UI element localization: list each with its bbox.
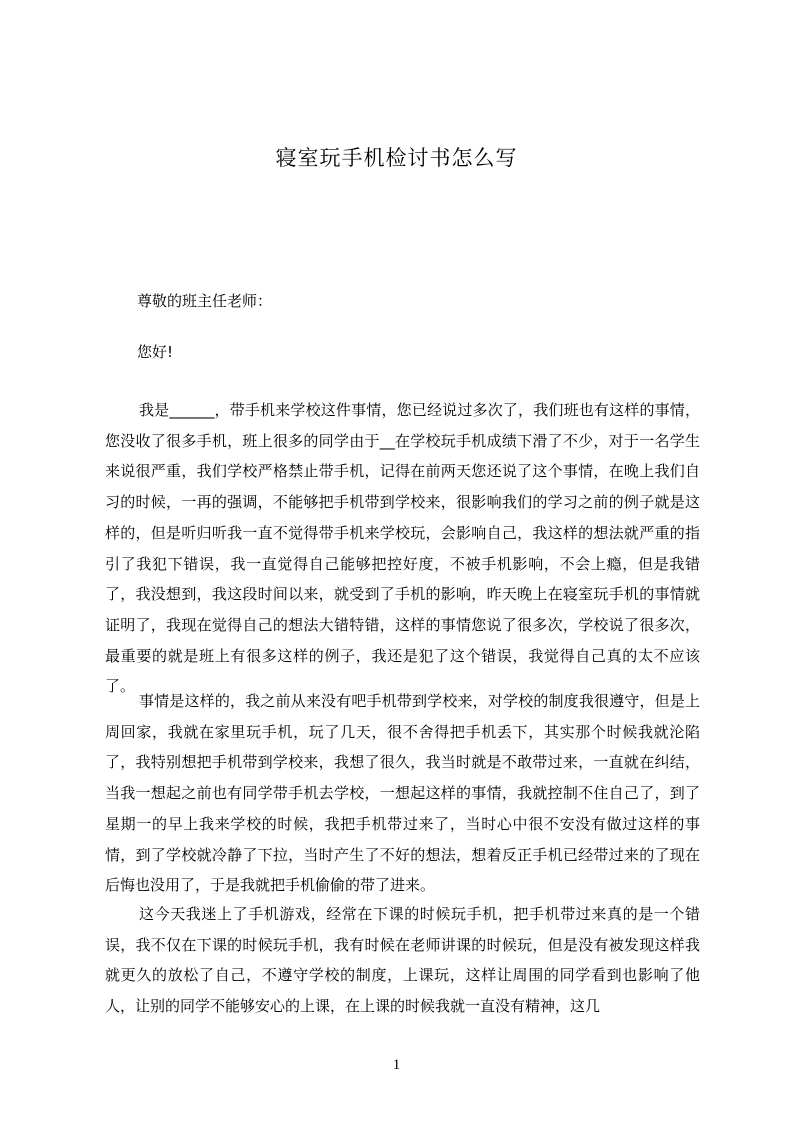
document-title: 寝室玩手机检讨书怎么写 <box>275 146 518 170</box>
salutation: 尊敬的班主任老师： <box>137 292 273 310</box>
paragraph-1: 我是______，带手机来学校这件事情，您已经说过多次了，我们班也有这样的事情，您没收了很多手机，班上很多的同学由于__在学校玩手机成绩下滑了不少，对于一名学生来说很严重，我们学校严格禁止带手机，记得在前两天您还说了这个事情，在晚上我们自习的时候，一再的强调，不能够把手机带到学校来，很影响我们的学习之前的例子就是这样的，但是听归听我一直不觉得带手机来学校玩，会影响自己，我这样的想法就严重的指引了我犯下错误，我一直觉得自己能够把控好度，不被手机影响，不会上瘾，但是我错了，我没想到，我这段时间以来，就受到了手机的影响，昨天晚上在寝室玩手机的事情就证明了，我现在觉得自己的想法大错特错，这样的事情您说了很多次，学校说了很多次，最重要的就是班上有很多这样的例子，我还是犯了这个错误，我觉得自己真的太不应该了。 <box>105 401 700 696</box>
paragraph-3: 这今天我迷上了手机游戏，经常在下课的时候玩手机，把手机带过来真的是一个错误，我不仅在下课的时候玩手机，我有时候在老师讲课的时候玩，但是没有被发现这样我就更久的放松了自己，不遵守学校的制度，上课玩，这样让周围的同学看到也影响了他人，让别的同学不能够安心的上课，在上课的时候我就一直没有精神，这几 <box>105 905 700 1016</box>
greeting: 您好! <box>137 343 174 361</box>
paragraph-2: 事情是这样的，我之前从来没有吧手机带到学校来，对学校的制度我很遵守，但是上周回家，我就在家里玩手机，玩了几天，很不舍得把手机丢下，其实那个时候我就沦陷了，我特别想把手机带到学校来，我想了很久，我当时就是不敢带过来，一直就在纠结，当我一想起之前也有同学带手机去学校，一想起这样的事情，我就控制不住自己了，到了星期一的早上我来学校的时候，我把手机带过来了，当时心中很不安没有做过这样的事情，到了学校就冷静了下拉，当时产生了不好的想法，想着反正手机已经带过来的了现在后悔也没用了，于是我就把手机偷偷的带了进来。 <box>105 692 700 895</box>
page-number: 1 <box>392 1057 401 1073</box>
